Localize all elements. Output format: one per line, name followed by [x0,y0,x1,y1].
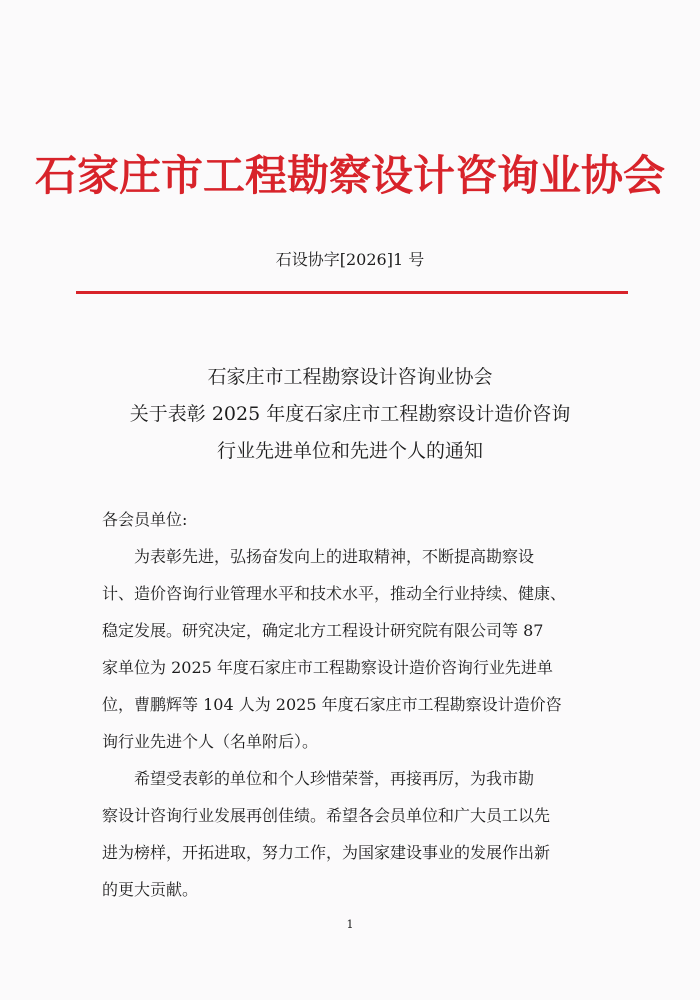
body-line: 察设计咨询行业发展再创佳绩。希望各会员单位和广大员工以先 [102,806,551,825]
body-line: 位，曹鹏辉等 104 人为 2025 年度石家庄市工程勘察设计造价咨 [102,695,562,714]
body-line: 进为榜样，开拓进取，努力工作，为国家建设事业的发展作出新 [102,843,551,862]
notice-title-line-1: 石家庄市工程勘察设计咨询业协会 [207,366,493,388]
body-line: 稳定发展。研究决定，确定北方工程设计研究院有限公司等 87 [102,621,544,640]
salutation: 各会员单位: [102,510,188,529]
notice-title-line-3: 行业先进单位和先进个人的通知 [216,440,483,462]
page-number: 1 [346,918,354,931]
organization-letterhead: 石家庄市工程勘察设计咨询业协会 [34,151,665,200]
document-number: 石设协字[2026]1 号 [275,250,425,269]
body-line: 的更大贡献。 [102,880,199,899]
body-line: 询行业先进个人（名单附后）。 [102,732,319,751]
letterhead-divider [76,291,628,294]
body-line: 家单位为 2025 年度石家庄市工程勘察设计造价咨询行业先进单 [102,658,553,677]
body-line: 计、造价咨询行业管理水平和技术水平，推动全行业持续、健康、 [102,584,567,603]
body-line: 为表彰先进，弘扬奋发向上的进取精神，不断提高勘察设 [134,547,535,566]
body-line: 希望受表彰的单位和个人珍惜荣誉，再接再厉，为我市勘 [134,769,535,788]
notice-title-line-2: 关于表彰 2025 年度石家庄市工程勘察设计造价咨询 [129,403,571,425]
